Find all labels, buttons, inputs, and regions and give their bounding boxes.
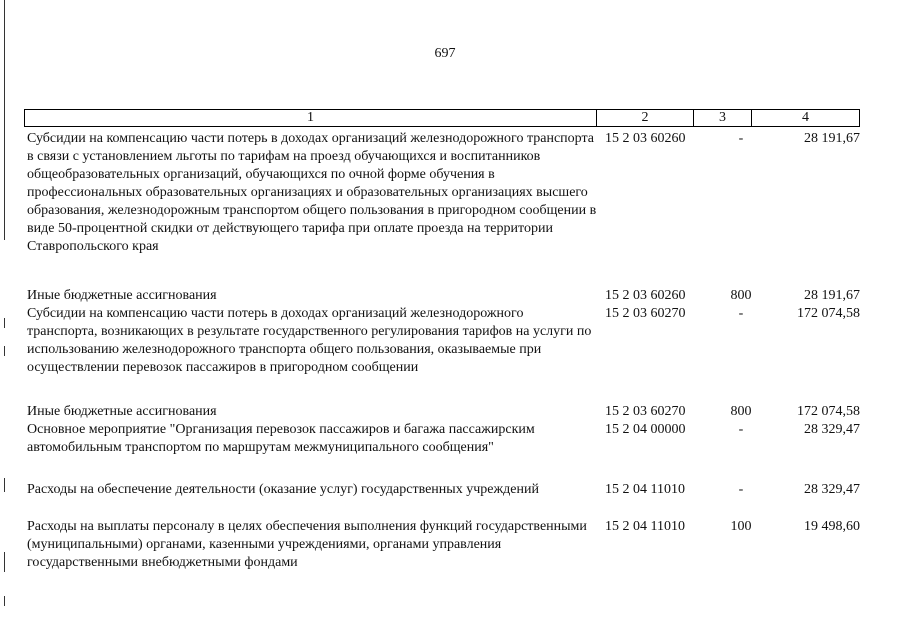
row-description: Расходы на обеспечение деятельности (оказание услуг) государственных учреждений <box>27 482 539 497</box>
row-expense-type: - <box>738 482 744 497</box>
table-row <box>27 130 860 256</box>
row-amount: 172 074,58 <box>797 404 860 419</box>
margin-mark <box>4 596 5 606</box>
table-row <box>27 481 860 499</box>
row-description: Иные бюджетные ассигнования <box>27 288 217 303</box>
row-amount: 172 074,58 <box>797 306 860 321</box>
row-expense-type: 100 <box>730 519 752 534</box>
row-code: 15 2 03 60270 <box>605 404 686 419</box>
row-description: Основное мероприятие "Организация перевозок пассажиров и багажа пассажирским автомобильным транспортом по маршрутам межмуниципального сообщения" <box>27 422 535 455</box>
table-row <box>27 518 860 572</box>
header-col-2: 2 <box>597 110 694 126</box>
table-row <box>27 287 860 305</box>
row-amount: 28 329,47 <box>804 422 860 437</box>
row-expense-type: 800 <box>730 404 752 419</box>
row-code: 15 2 04 11010 <box>605 482 685 497</box>
margin-mark <box>4 346 5 356</box>
row-code: 15 2 03 60270 <box>605 306 686 321</box>
row-code: 15 2 04 00000 <box>605 422 686 437</box>
row-amount: 28 191,67 <box>804 288 860 303</box>
row-code: 15 2 03 60260 <box>605 288 686 303</box>
row-expense-type: - <box>738 422 744 437</box>
row-amount: 28 191,67 <box>804 131 860 146</box>
row-expense-type: - <box>738 131 744 146</box>
page-number: 697 <box>434 46 456 61</box>
row-expense-type: - <box>738 306 744 321</box>
row-amount: 19 498,60 <box>804 519 860 534</box>
header-col-3: 3 <box>694 110 752 126</box>
row-code: 15 2 04 11010 <box>605 519 685 534</box>
row-description: Расходы на выплаты персоналу в целях обеспечения выполнения функций государственными (муниципальными) органами, казенными учреждениями, органами управления государственными внебюджетными фондами <box>27 519 587 570</box>
margin-mark <box>4 478 5 492</box>
row-description: Субсидии на компенсацию части потерь в доходах организаций железнодорожного транспорта в связи с установлением льготы по тарифам на проезд обучающихся и воспитанников общеобразовательных организаций, обучающихся по очной форме обучения в профессиональных образовательных организациях и образовательных организациях высшего образования, железнодорожным транспортом общего пользования в пригородном сообщении в виде 50-процентной скидки от действующего тарифа при оплате проезда на территории Ставропольского края <box>27 131 597 254</box>
table-row <box>27 403 860 421</box>
table-row <box>27 305 860 377</box>
margin-mark <box>4 0 5 240</box>
header-col-4: 4 <box>802 110 809 125</box>
row-code: 15 2 03 60260 <box>605 131 686 146</box>
margin-mark <box>4 318 5 328</box>
table-row <box>27 421 860 457</box>
header-col-1: 1 <box>25 110 597 126</box>
row-expense-type: 800 <box>730 288 752 303</box>
row-amount: 28 329,47 <box>804 482 860 497</box>
row-description: Иные бюджетные ассигнования <box>27 404 217 419</box>
table-header <box>24 109 860 127</box>
row-description: Субсидии на компенсацию части потерь в доходах организаций железнодорожного транспорта, возникающих в результате государственного регулирования тарифов на услуги по использованию железнодорожного транспорта общего пользования, оказываемые при осуществлении перевозок пассажиров в пригородном сообщении <box>27 306 592 375</box>
margin-mark <box>4 552 5 572</box>
